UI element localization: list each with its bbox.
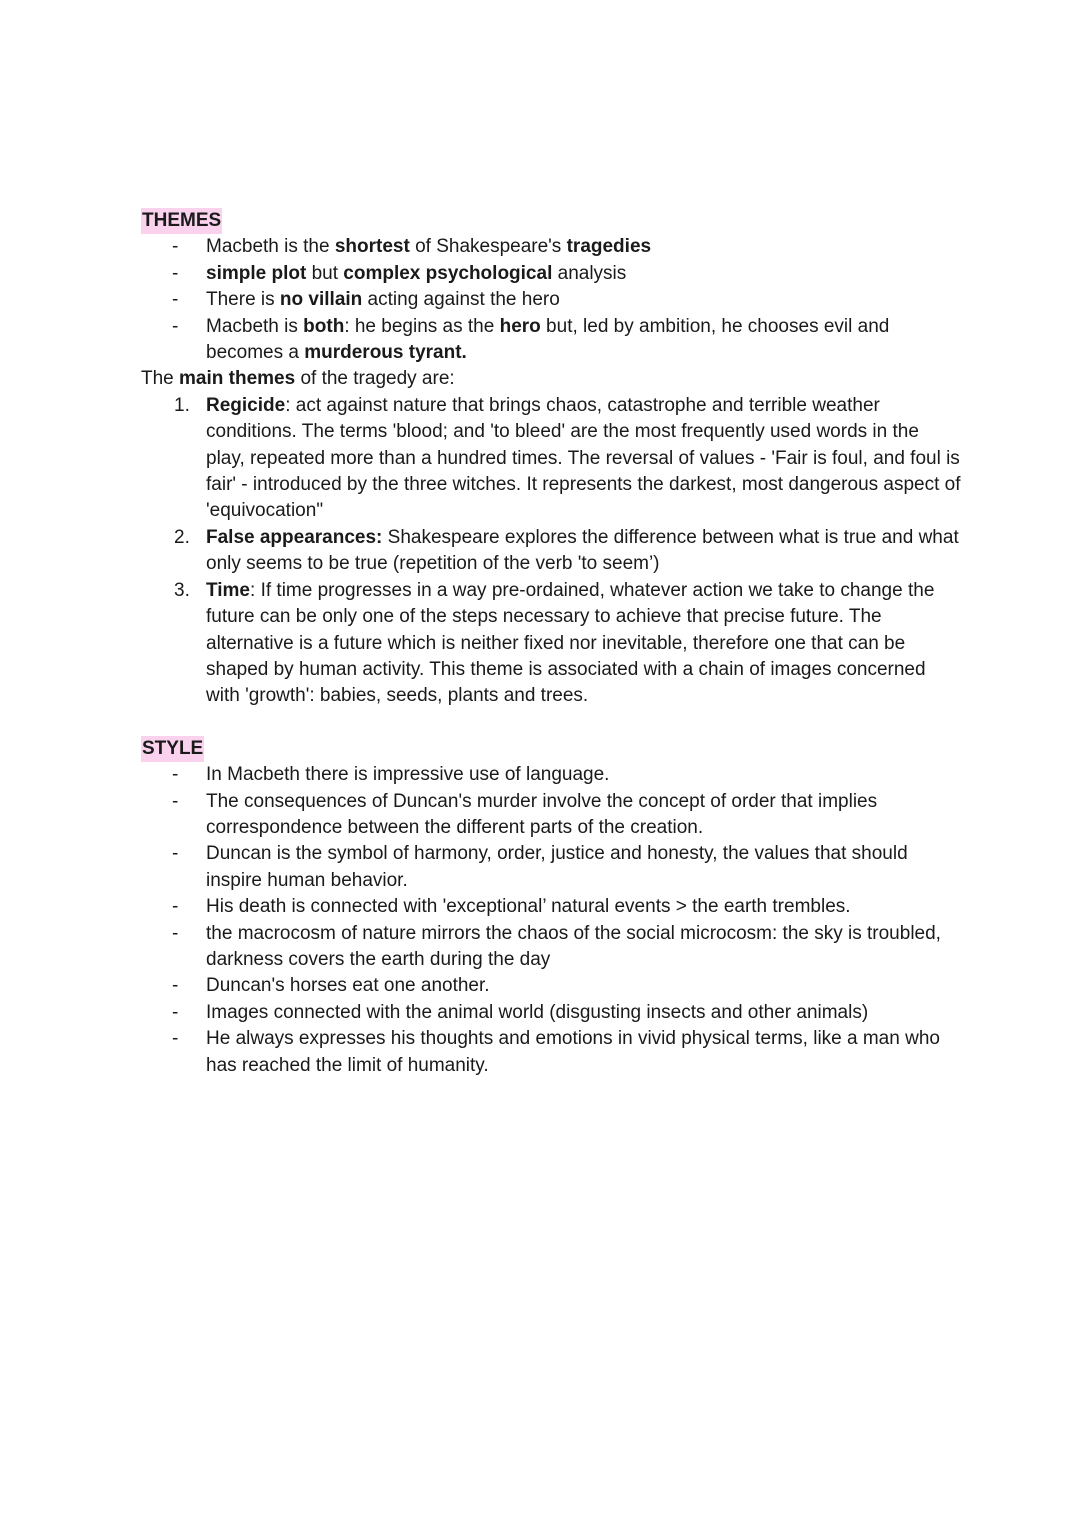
- list-item: - Duncan's horses eat one another.: [141, 973, 961, 999]
- dash-marker: -: [172, 975, 179, 997]
- list-item: - The consequences of Duncan's murder involve the concept of order that implies correspondence between the different parts of the creation.: [172, 790, 878, 838]
- style-bullet-list: [141, 762, 961, 1079]
- themes-numbered-list: [141, 393, 961, 710]
- dash-marker: -: [172, 922, 179, 944]
- numbered-item-false-appearances: 2. False appearances: Shakespeare explores the difference between what is true and what only seems to be true (repetition of the verb 'to seem’): [174, 526, 959, 575]
- dash-marker: -: [172, 1028, 179, 1050]
- main-themes-intro: The main themes of the tragedy are:: [141, 368, 455, 390]
- list-item: - Duncan is the symbol of harmony, order, justice and honesty, the values that should inspire human behavior.: [172, 843, 908, 891]
- dash-marker: -: [172, 764, 179, 786]
- themes-heading: THEMES: [141, 208, 222, 234]
- list-item: - Macbeth is both: he begins as the hero but, led by ambition, he chooses evil and becomes a murderous tyrant.: [172, 315, 890, 364]
- list-item: - There is no villain acting against the hero: [141, 287, 961, 313]
- section-spacer: [141, 710, 961, 736]
- style-section: [141, 736, 961, 1079]
- list-item: - He always expresses his thoughts and emotions in vivid physical terms, like a man who has reached the limit of humanity.: [172, 1028, 940, 1076]
- list-item: - simple plot but complex psychological analysis: [141, 261, 961, 287]
- dash-marker: -: [172, 236, 179, 258]
- dash-marker: -: [172, 315, 179, 337]
- number-marker: 2.: [174, 526, 190, 548]
- numbered-item-regicide: 1. Regicide: act against nature that brings chaos, catastrophe and terrible weather conditions. The terms 'blood; and 'to bleed' are the most frequently used words in the play, repeated more than a hundred times. The reversal of values - 'Fair is foul, and foul is fair' - introduced by the three witches. It represents the darkest, most dangerous aspect of 'equivocation": [174, 394, 961, 522]
- list-item: - Macbeth is the shortest of Shakespeare's tragedies: [141, 234, 961, 260]
- list-item: - His death is connected with 'exceptional’ natural events > the earth trembles.: [141, 894, 961, 920]
- list-item: - Images connected with the animal world (disgusting insects and other animals): [141, 1000, 961, 1026]
- list-item: - the macrocosm of nature mirrors the chaos of the social microcosm: the sky is troubled, darkness covers the earth during the day: [172, 922, 941, 970]
- list-item: - In Macbeth there is impressive use of language.: [141, 762, 961, 788]
- themes-section: [141, 208, 961, 710]
- dash-marker: -: [172, 1001, 179, 1023]
- document-page: [141, 208, 961, 1079]
- dash-marker: -: [172, 896, 179, 918]
- numbered-item-time: 3. Time: If time progresses in a way pre-ordained, whatever action we take to change the future can be only one of the steps necessary to achieve that precise future. The alternative is a future which is neither fixed nor inevitable, therefore one that can be shaped by human activity. This theme is associated with a chain of images concerned with 'growth': babies, seeds, plants and trees.: [174, 579, 935, 707]
- number-marker: 1.: [174, 394, 190, 416]
- number-marker: 3.: [174, 579, 190, 601]
- style-heading: STYLE: [141, 736, 204, 762]
- themes-bullet-list: [141, 234, 961, 366]
- dash-marker: -: [172, 289, 179, 311]
- dash-marker: -: [172, 843, 179, 865]
- dash-marker: -: [172, 790, 179, 812]
- dash-marker: -: [172, 262, 179, 284]
